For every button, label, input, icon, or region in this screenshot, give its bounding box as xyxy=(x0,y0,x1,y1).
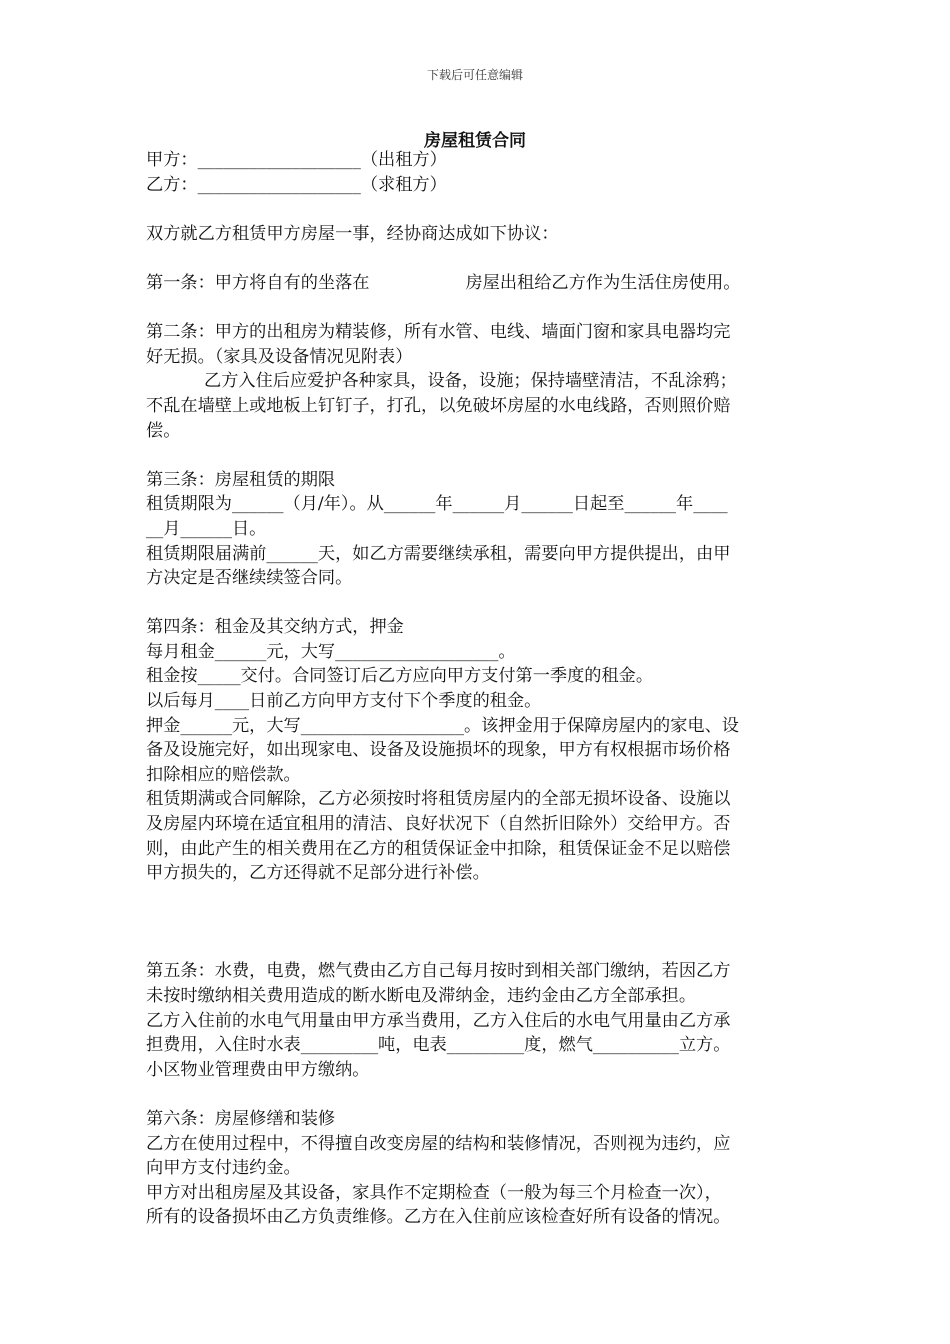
article-4-line: 及房屋内环境在适宜租用的清洁、良好状况下（自然折旧除外）交给甲方。否 xyxy=(146,814,731,835)
article-4-line: 备及设施完好，如出现家电、设备及设施损坏的现象，甲方有权根据市场价格 xyxy=(146,740,731,761)
article-4-line: 押金______元，大写___________________。该押金用于保障房屋内的家电、设 xyxy=(146,715,739,736)
article-4-line: 以后每月____日前乙方向甲方支付下个季度的租金。 xyxy=(146,691,542,712)
article-4-line: 甲方损失的，乙方还得就不足部分进行补偿。 xyxy=(146,863,490,884)
article-2-line: 好无损。（家具及设备情况见附表） xyxy=(146,346,413,367)
article-6-line: 所有的设备损坏由乙方负责维修。乙方在入住前应该检查好所有设备的情况。 xyxy=(146,1207,731,1228)
article-5-line: 乙方入住前的水电气用量由甲方承当费用，乙方入住后的水电气用量由乙方承 xyxy=(146,1010,731,1031)
article-3-line: 租赁期限届满前______天，如乙方需要继续承租，需要向甲方提供提出，由甲 xyxy=(146,543,731,564)
header-note: 下载后可任意编辑 xyxy=(426,68,523,82)
party-b-line: 乙方：___________________（求租方） xyxy=(146,174,447,195)
article-4-line: 则，由此产生的相关费用在乙方的租赁保证金中扣除，租赁保证金不足以赔偿 xyxy=(146,838,731,859)
article-4-heading: 第四条：租金及其交纳方式，押金 xyxy=(146,617,404,638)
article-5-line: 小区物业管理费由甲方缴纳。 xyxy=(146,1059,370,1080)
article-1-part-1: 第一条：甲方将自有的坐落在 xyxy=(146,272,370,293)
article-3-heading: 第三条：房屋租赁的期限 xyxy=(146,469,336,490)
article-4-line: 租赁期满或合同解除，乙方必须按时将租赁房屋内的全部无损坏设备、设施以 xyxy=(146,789,731,810)
article-1 xyxy=(146,271,812,296)
article-2-line: 偿。 xyxy=(146,420,181,441)
article-6-line: 乙方在使用过程中，不得擅自改变房屋的结构和装修情况，否则视为违约，应 xyxy=(146,1133,731,1154)
article-5-line: 担费用，入住时水表_________吨，电表_________度，燃气__________立方。 xyxy=(146,1035,731,1056)
article-5-line: 第五条：水费，电费，燃气费由乙方自己每月按时到相关部门缴纳，若因乙方 xyxy=(146,961,731,982)
contract-body xyxy=(146,148,812,1230)
party-a-line: 甲方：___________________（出租方） xyxy=(146,150,447,170)
preamble: 双方就乙方租赁甲方房屋一事，经协商达成如下协议： xyxy=(146,223,559,244)
article-3-line: 租赁期限为______（月/年）。从______年______月______日起至______年____ xyxy=(146,494,728,515)
article-2-line: 第二条：甲方的出租房为精装修，所有水管、电线、墙面门窗和家具电器均完 xyxy=(146,322,731,343)
article-4-line: 每月租金______元，大写___________________。 xyxy=(146,641,516,662)
article-6-line: 甲方对出租房屋及其设备，家具作不定期检查（一般为每三个月检查一次）， xyxy=(146,1182,722,1203)
article-6-heading: 第六条：房屋修缮和装修 xyxy=(146,1108,336,1129)
document-title: 房屋租赁合同 xyxy=(424,131,526,151)
article-1-part-2: 房屋出租给乙方作为生活住房使用。 xyxy=(465,272,741,293)
article-4-line: 租金按_____交付。合同签订后乙方应向甲方支付第一季度的租金。 xyxy=(146,666,654,687)
article-4-line: 扣除相应的赔偿款。 xyxy=(146,764,301,785)
article-6-line: 向甲方支付违约金。 xyxy=(146,1158,301,1179)
article-2-line: 不乱在墙壁上或地板上钉钉子，打孔，以免破坏房屋的水电线路，否则照价赔 xyxy=(146,395,731,416)
article-3-line: __月______日。 xyxy=(146,518,267,539)
article-5-line: 未按时缴纳相关费用造成的断水断电及滞纳金，违约金由乙方全部承担。 xyxy=(146,986,697,1006)
article-3-line: 方决定是否继续续签合同。 xyxy=(146,568,353,589)
article-2-line: 乙方入住后应爱护各种家具，设备，设施；保持墙壁清洁，不乱涂鸦； xyxy=(204,371,737,392)
